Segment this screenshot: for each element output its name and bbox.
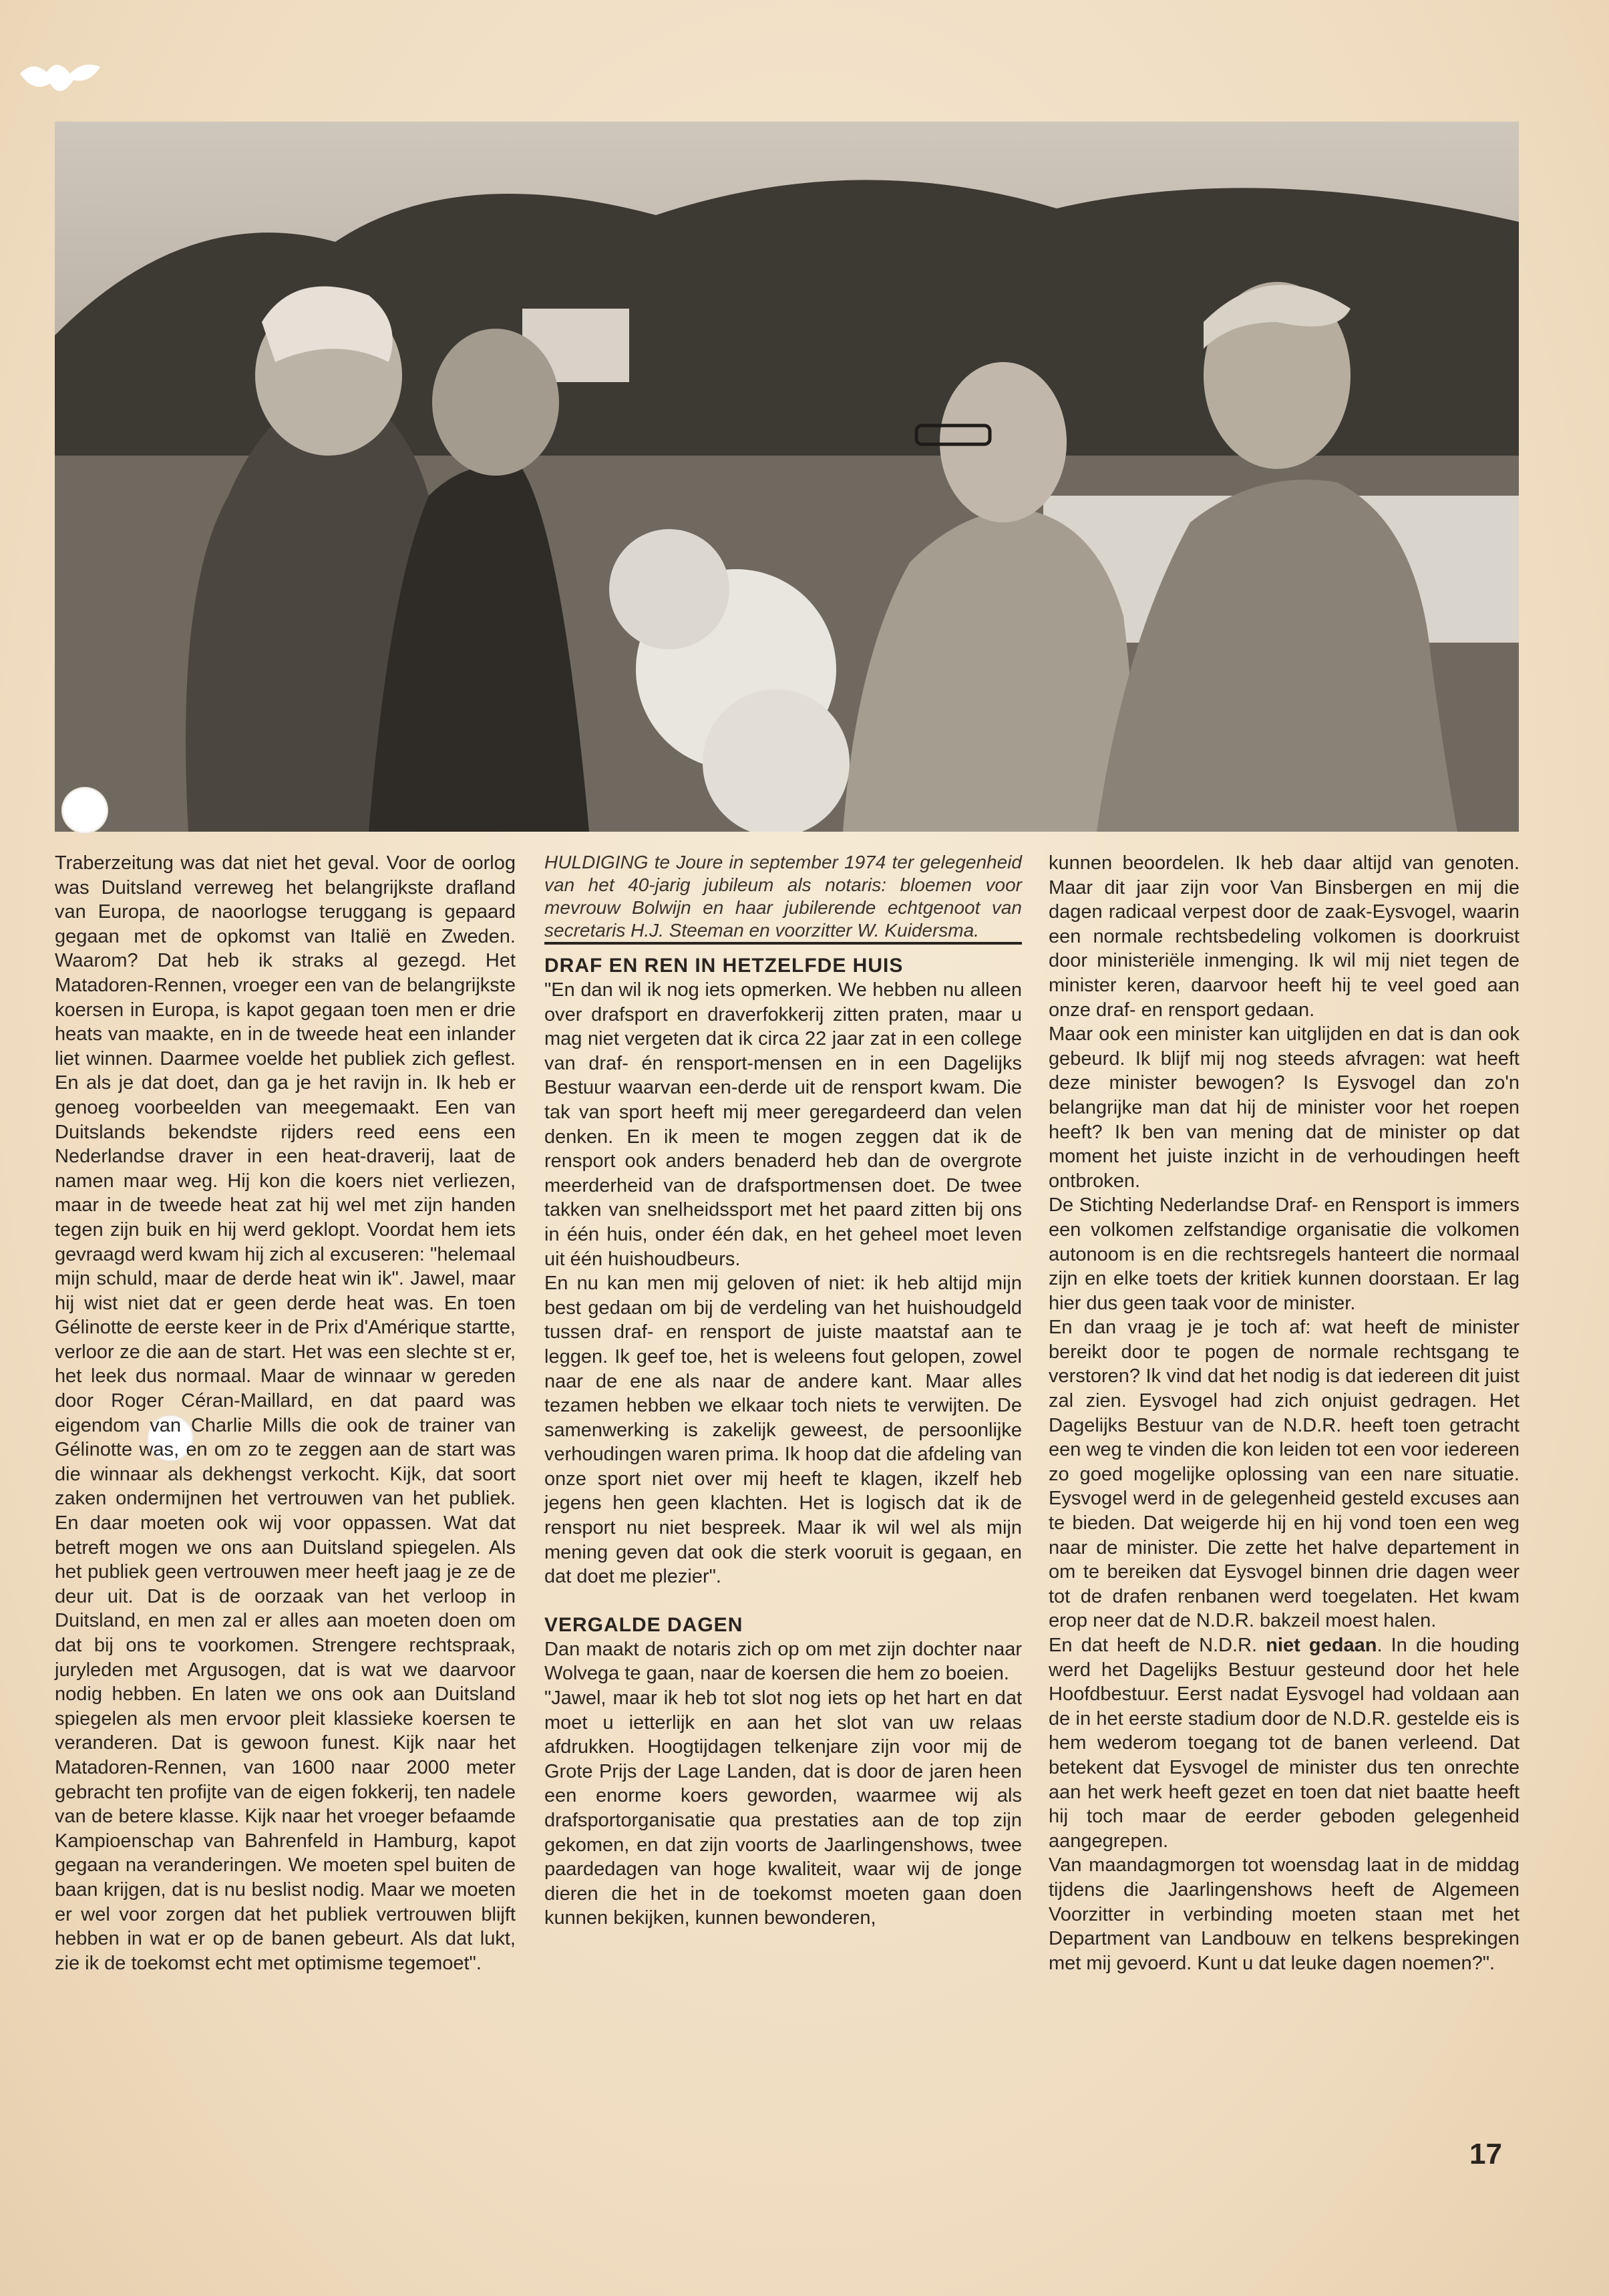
column-1: [55, 851, 516, 1975]
page-number: 17: [1469, 2138, 1502, 2170]
paragraph: kunnen beoordelen. Ik heb daar altijd van genoten. Maar dit jaar zijn voor Van Binsbergen en mij die dagen radicaal verpest door de zaak-Eysvogel, waarin een normale rechtsbedeling volkomen is doorkruist door ministeriële inmenging. Ik wil mij niet tegen de minister keren, daarvoor heeft hij te veel goed aan onze draf- en rensport gedaan.: [1049, 852, 1519, 1021]
punch-hole-top: [61, 787, 108, 834]
text-run: . In die houding werd het Dagelijks Bestuur gesteund door het hele Hoofdbestuur. Eerst nadat Eysvogel had voldaan aan de in het eerste stadium door de N.D.R. gestelde eis is hem wederom toegang tot de banen verleend. Dat betekent dat Eysvogel de minister dus ten onrechte aan het werk heeft gezet en toen dat niet baatte heeft hij toch maar de eerder geboden gelegenheid aangegrepen.: [1049, 1635, 1520, 1852]
paragraph: De Stichting Nederlandse Draf- en Rensport is immers een volkomen zelfstandige organisatie die volkomen autonoom is en die rechtsregels hanteert die normaal zijn en elke toets der kritiek kunnen doorstaan. Er lag hier dus geen taak voor de minister.: [1049, 1194, 1519, 1314]
torn-corner-mark: [20, 53, 120, 114]
paragraph: En nu kan men mij geloven of niet: ik heb altijd mijn best gedaan om bij de verdeling van het huishoudgeld tussen draf- en rensport de juiste maatstaf aan te leggen. Ik geef toe, het is weleens fout gelopen, zowel naar de ene als naar de andere kant. Maar alles tezamen hebben we elkaar toch niets te verwijten. De samenwerking is zakelijk geweest, de persoonlijke verhoudingen waren prima. Ik hoop dat die afdeling van onze sport niet over mij heeft te klagen, ikzelf heb jegens hen geen klachten. Het is logisch dat ik de rensport nu niet bespreek. Maar ik wil wel als mijn mening geven dat ook die sterk vooruit is gegaan, en dat doet me plezier".: [544, 1273, 1022, 1588]
section-heading: DRAF EN REN IN HETZELFDE HUIS: [544, 955, 904, 977]
column-2: [544, 851, 1022, 1931]
paragraph: "Jawel, maar ik heb tot slot nog iets op het hart en dat moet u ietterlijk en aan het slot van uw relaas afdrukken. Hoogtijdagen telkenjare zijn voor mij de Grote Prijs der Lage Landen, dat is door de jaren heen een enorme koers geworden, waarmee wij als drafsportorganisatie qua prestaties aan de top zijn gekomen, en dat zijn voorts de Jaarlingenshows, twee paardedagen van hoge kwaliteit, waar wij de jonge dieren die het in de toekomst moeten gaan doen kunnen bekijken, kunnen bewonderen,: [544, 1687, 1022, 1929]
paragraph: Traberzeitung was dat niet het geval. Voor de oorlog was Duitsland verreweg het belangrijkste drafland van Europa, de naoorlogse teruggang is gepaard gegaan met de opkomst van Italië en Zweden. Waarom? Dat heb ik straks al gezegd. Het Matadoren-Rennen, vroeger een van de belangrijkste koersen in Europa, is kapot gegaan toen men er drie heats van maakte, en in de tweede heat een inlander liet winnen. Daarmee voelde het publiek zich geflest. En als je dat doet, dan ga je het ravijn in. Ik heb er genoeg voorbeelden van meegemaakt. Een van Duitslands bekendste rijders reed eens een Nederlandse draver in een heat-draverij, laat de namen maar weg. Hij kon die koers niet verliezen, maar in de tweede heat zat hij wel met zijn handen tegen zijn buik en hij werd geklopt. Voordat hem iets gevraagd werd kwam hij zich al excuseren: "helemaal mijn schuld, maar de derde heat win ik". Jawel, maar hij wist niet dat er geen derde heat was. En toen Gélinotte de eerste keer in de Prix d'Amérique startte, verloor ze die aan de start. Het was een slechte st er, het leek dus normaal. Maar de winnaar w gereden door Roger Céran-Maillard, en dat paard was eigendom van Charlie Mills die ook de trainer van Gélinotte was, en om zo te zeggen aan de start was die winnaar als dekhengst verkocht. Kijk, dat soort zaken ondermijnen het vertrouwen van het publiek. En daar moeten ook wij voor oppassen. Wat dat betreft mogen we ons aan Duitsland spiegelen. Als het publiek geen vertrouwen meer heeft jaag je ze de deur uit. Dat is de oorzaak van het verloop in Duitsland, en men zal er alles aan moeten doen om dat bij ons te voorkomen. Strengere rechtspraak, juryleden met Argusogen, dat is wat we daarvoor nodig hebben. En laten we ons ook aan Duitsland spiegelen als men ervoor pleit klassieke koersen te veranderen. Dat is gewoon funest. Kijk naar het Matadoren-Rennen, van 1600 naar 2000 meter gebracht ten profijte van de eigen fokkerij, ten nadele van de betere klasse. Kijk naar het vroeger befaamde Kampioenschap van Bahrenfeld in Hamburg, kapot gegaan na veranderingen. We moeten spel buiten de baan krijgen, dat is nu beslist nodig. Maar we moeten er wel voor zorgen dat het publiek vertrouwen blijft hebben in wat er op de banen gebeurt. Als dat lukt, zie ik de toekomst echt met optimisme tegemoet".: [55, 852, 516, 1974]
text-run: En dat heeft de N.D.R.: [1049, 1635, 1266, 1656]
paragraph: Dan maakt de notaris zich op om met zijn dochter naar Wolvega te gaan, naar de koersen die hem zo boeien.: [544, 1638, 1022, 1685]
photo-ceremony: [55, 122, 1519, 832]
paragraph: Van maandagmorgen tot woensdag laat in de middag tijdens die Jaarlingenshows heeft de Algemeen Voorzitter in verbinding moeten staan met het Department van Landbouw en telkens besprekingen met mij gevoerd. Kunt u dat leuke dagen noemen?".: [1049, 1854, 1519, 1974]
bold-text: niet gedaan: [1266, 1635, 1377, 1656]
spacer: [544, 1589, 1022, 1613]
paragraph: "En dan wil ik nog iets opmerken. We hebben nu alleen over drafsport en draverfokkerij zitten praten, maar u mag niet vergeten dat ik circa 22 jaar zat in een college van draf- én rensport-mensen en in een Dagelijks Bestuur waarvan een-derde uit de rensport kwam. Die tak van sport heeft mij meer geregardeerd dan velen denken. En ik meen te mogen zeggen dat ik de rensport ook anders benaderd heb dan de overgrote meerderheid van de drafsportmensen doet. De twee takken van snelheidssport met het paard zitten bij ons in één huis, onder één dak, en het geheel moet leven uit één huishoudbeurs.: [544, 979, 1022, 1270]
column-3: [1049, 851, 1519, 1975]
section-divider: [544, 942, 1022, 945]
paragraph: Maar ook een minister kan uitglijden en dat is dan ook gebeurd. Ik blijf mij nog steeds afvragen: wat heeft deze minister bewogen? Is Eysvogel dan zo'n belangrijke man dat hij de minister voor het roepen heeft? Ik ben van mening dat de minister op dat moment het juiste inzicht in de verhoudingen heeft ontbroken.: [1049, 1023, 1519, 1192]
photo-caption: HULDIGING te Joure in september 1974 ter gelegenheid van het 40-jarig jubileum als notaris: bloemen voor mevrouw Bolwijn en haar jubilerende echtgenoot van secretaris H.J. Steeman en voorzitter W. Kuidersma.: [544, 852, 1022, 941]
paragraph: [1049, 1633, 1519, 1853]
section-heading: VERGALDE DAGEN: [544, 1613, 743, 1636]
paragraph: En dan vraag je je toch af: wat heeft de minister bereikt door te pogen de normale rechtsgang te verstoren? Ik vind dat het nodig is dat iedereen dit juist zal zien. Eysvogel had zich onjuist gedragen. Het Dagelijks Bestuur van de N.D.R. heeft toen getracht een weg te vinden die kon leiden tot een voor iedereen zo goed mogelijke oplossing van een nare situatie. Eysvogel werd in de gelegenheid gesteld excuses aan te bieden. Dat weigerde hij en hij vond toen een weg naar de minister. Die zette het halve departement in om te bereiken dat Eysvogel binnen drie dagen weer tot de drafen renbanen werd toegelaten. Het kwam erop neer dat de N.D.R. bakzeil moest halen.: [1049, 1317, 1519, 1632]
